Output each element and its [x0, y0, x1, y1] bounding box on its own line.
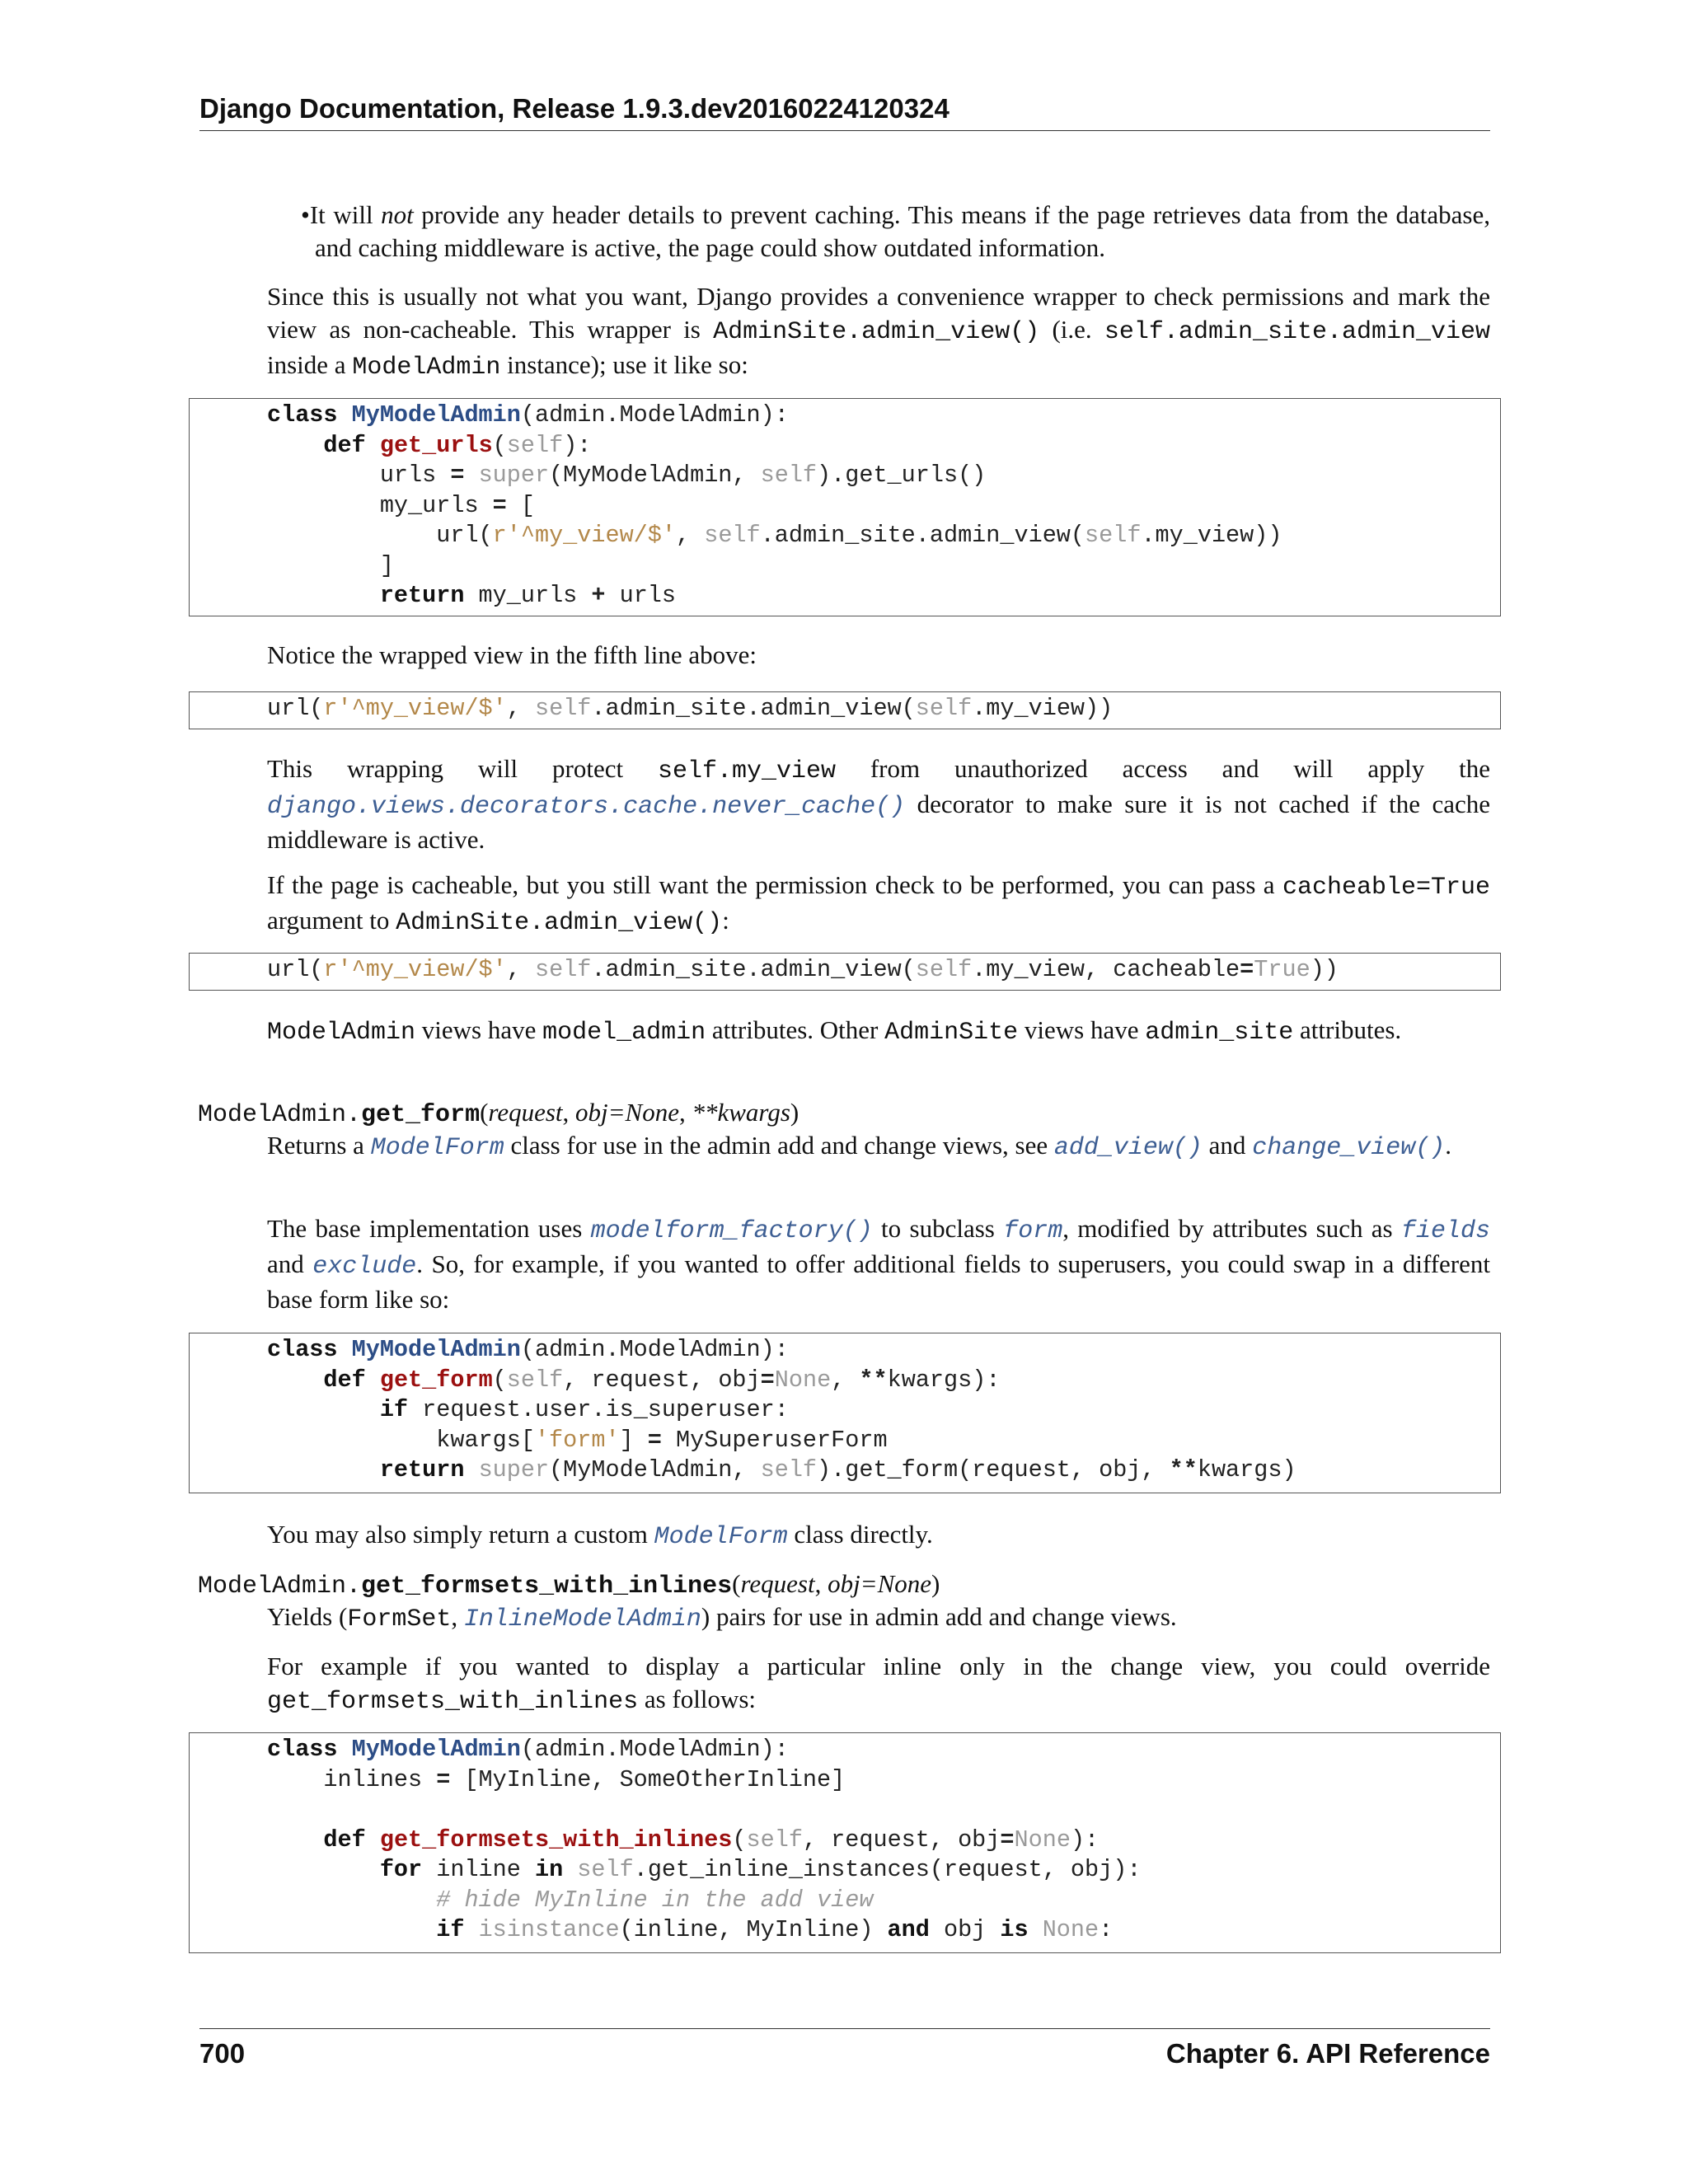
code-line — [267, 1766, 845, 1793]
code-line — [267, 1736, 789, 1763]
method-signature-get-form: ModelAdmin.get_form(request, obj=None, **kwargs) — [198, 1098, 799, 1129]
form-link[interactable]: form — [1003, 1217, 1063, 1245]
fields-link[interactable]: fields — [1400, 1217, 1491, 1245]
code-token: obj — [929, 1916, 1001, 1943]
paragraph-wrapped-view: Notice the wrapped view in the fifth line above: — [267, 640, 757, 669]
code-token — [464, 462, 478, 489]
modelform-link-2[interactable]: ModelForm — [654, 1523, 788, 1551]
code-token: url( — [267, 695, 324, 722]
page-header — [199, 92, 1490, 131]
paragraph-custom-modelform: You may also simply return a custom ModelForm class directly. — [267, 1520, 933, 1551]
code-token: = — [450, 462, 465, 489]
code-token — [366, 1826, 380, 1854]
code-token: ).get_urls() — [817, 462, 987, 489]
paragraph-admin-view-wrapper: Since this is usually not what you want, Django provides a convenience wrapper to check permissions and mark the view as non-cacheable. This wrapper is AdminSite.admin_view() (i.e. self.admin_site.admin_view inside a ModelAdmin instance); use it like so: — [267, 282, 1490, 382]
code-token: return — [379, 1456, 465, 1483]
code-token: self — [746, 1825, 803, 1854]
code-token: # hide MyInline in the add view — [436, 1886, 874, 1914]
code-line — [267, 1396, 789, 1423]
code-line — [267, 956, 1339, 983]
code-line — [267, 552, 394, 579]
code-token: (inline, MyInline) — [619, 1916, 888, 1943]
code-token: MyModelAdmin — [351, 1736, 521, 1763]
method-signature-get-formsets-with-inlines: ModelAdmin.get_formsets_with_inlines(request, obj=None) — [198, 1569, 940, 1601]
code-token: is — [1000, 1916, 1029, 1943]
header-title: Django Documentation, Release 1.9.3.dev20160224120324 — [199, 93, 950, 124]
modelform-factory-link[interactable]: modelform_factory() — [590, 1217, 873, 1245]
code-token: None — [1014, 1825, 1071, 1854]
code-token: inlines — [267, 1765, 437, 1793]
code-token — [267, 1366, 323, 1394]
code-token — [464, 1456, 478, 1483]
code-line — [267, 695, 1113, 722]
code-token: MyModelAdmin — [351, 1336, 521, 1363]
code-token: .get_inline_instances(request, obj): — [633, 1856, 1142, 1883]
code-token: self — [534, 695, 592, 722]
inlinemodeladmin-link[interactable]: InlineModelAdmin — [463, 1605, 701, 1633]
code-line — [267, 1336, 789, 1363]
code-token: .my_view)) — [972, 695, 1114, 722]
code-token: inline — [422, 1856, 535, 1883]
code-token: self — [704, 522, 761, 549]
code-token: ( — [492, 1366, 507, 1394]
page-number: 700 — [199, 2038, 246, 2069]
code-token: if — [379, 1396, 409, 1423]
code-token: , — [506, 695, 535, 722]
footer-chapter: Chapter 6. API Reference — [1165, 2038, 1490, 2069]
code-token — [267, 1826, 323, 1854]
code-token: ] — [267, 551, 394, 579]
code-token: , — [831, 1366, 860, 1394]
code-token: r'^my_view/$' — [323, 956, 507, 983]
code-token: get_form — [379, 1366, 493, 1394]
code-token: (admin.ModelAdmin): — [520, 1736, 789, 1763]
code-line — [267, 1856, 1141, 1883]
code-token: request.user.is_superuser: — [408, 1396, 789, 1423]
code-token — [267, 432, 323, 459]
code-token: if — [436, 1916, 465, 1943]
code-token: self — [506, 1366, 564, 1394]
code-token: = — [647, 1426, 662, 1454]
code-block-url-line — [189, 691, 1501, 729]
code-line — [267, 1366, 1000, 1394]
code-line — [267, 1456, 1296, 1483]
code-token: , request, obj — [802, 1825, 1001, 1854]
code-token: None — [1042, 1916, 1100, 1943]
code-line — [267, 462, 986, 489]
code-token — [267, 1456, 380, 1483]
code-token: kwargs) — [1197, 1456, 1296, 1483]
code-token: get_formsets_with_inlines — [379, 1825, 733, 1854]
bullet-caching-note: •It will not provide any header details to prevent caching. This means if the page retrieves data from the database, and caching middleware is active, the page could show outdated information. — [301, 200, 1490, 262]
code-token: my_urls — [267, 491, 493, 519]
code-token: ).get_form(request, obj, — [817, 1456, 1170, 1483]
code-token: None — [774, 1366, 832, 1394]
code-token: kwargs[ — [267, 1426, 535, 1454]
page-footer — [199, 2028, 1490, 2070]
code-token: = — [1240, 956, 1254, 983]
change-view-link[interactable]: change_view() — [1252, 1134, 1446, 1162]
code-token: 'form' — [534, 1426, 620, 1454]
code-token: super — [478, 462, 550, 489]
code-token: in — [534, 1856, 564, 1883]
code-token: : — [1099, 1916, 1114, 1943]
code-token: [ — [506, 491, 535, 519]
code-token: True — [1254, 956, 1311, 983]
code-token: + — [591, 582, 606, 609]
paragraph-base-implementation: The base implementation uses modelform_factory() to subclass form, modified by attributes such as fields and exclude. So, for example, if you wanted to offer additional fields to superusers, you could swap in a different base form like so: — [267, 1214, 1491, 1314]
code-token: urls — [605, 582, 677, 609]
code-token: (MyModelAdmin, — [549, 462, 761, 489]
code-token: self — [915, 695, 973, 722]
code-block-get-formsets-with-inlines — [189, 1732, 1501, 1953]
code-token: def — [323, 1366, 366, 1394]
code-token: .admin_site.admin_view( — [591, 956, 916, 983]
code-token — [338, 1336, 352, 1363]
code-token — [1029, 1916, 1043, 1943]
never-cache-link[interactable]: django.views.decorators.cache.never_cache() — [267, 793, 906, 821]
code-token: .my_view, cacheable — [972, 956, 1240, 983]
code-line — [267, 1427, 888, 1454]
code-token: url( — [267, 522, 493, 549]
code-token — [267, 1886, 436, 1914]
code-token: url( — [267, 956, 324, 983]
code-block-get-urls — [189, 398, 1501, 616]
code-block-cacheable-url — [189, 953, 1501, 991]
code-line — [267, 401, 789, 429]
code-token: ( — [732, 1825, 747, 1854]
code-line — [267, 1886, 873, 1914]
code-token: .my_view)) — [1141, 522, 1282, 549]
paragraph-override-example: For example if you wanted to display a particular inline only in the change view, you could override get_formsets_with_inlines as follows: — [267, 1652, 1490, 1716]
code-line — [267, 522, 1282, 549]
exclude-link[interactable]: exclude — [312, 1253, 417, 1281]
code-token: self — [760, 462, 818, 489]
code-block-get-form — [189, 1333, 1501, 1493]
code-token: , — [506, 956, 535, 983]
code-token: ** — [1169, 1456, 1198, 1483]
code-token: get_urls — [379, 431, 493, 459]
code-token: self — [1085, 522, 1142, 549]
code-token: MySuperuserForm — [661, 1426, 888, 1454]
modelform-link[interactable]: ModelForm — [370, 1134, 504, 1162]
code-token: self — [760, 1456, 818, 1483]
code-token: return — [379, 582, 465, 609]
code-token: ] — [619, 1426, 648, 1454]
code-token: ( — [492, 431, 507, 459]
code-token: ): — [1070, 1825, 1100, 1854]
code-token: kwargs): — [887, 1366, 1001, 1394]
code-line — [267, 1826, 1099, 1854]
code-line — [267, 1916, 1113, 1943]
code-token: = — [436, 1765, 451, 1793]
code-token: (admin.ModelAdmin): — [520, 401, 789, 429]
code-token: def — [323, 1825, 366, 1854]
code-token: MyModelAdmin — [351, 401, 521, 429]
code-token — [267, 582, 380, 609]
code-token: self — [534, 956, 592, 983]
code-token: , request, obj — [563, 1366, 761, 1394]
code-token — [464, 1916, 478, 1943]
paragraph-wrapping-protect: This wrapping will protect self.my_view from unauthorized access and will apply the django.views.decorators.cache.never_cache() decorator to make sure it is not cached if the cache middleware is active. — [267, 754, 1490, 854]
paragraph-view-attributes: ModelAdmin views have model_admin attributes. Other AdminSite views have admin_site attributes. — [267, 1015, 1402, 1047]
code-token: (MyModelAdmin, — [549, 1456, 761, 1483]
code-line — [267, 432, 591, 459]
code-token: urls — [267, 462, 451, 489]
code-token: self — [577, 1856, 634, 1883]
code-token: isinstance — [478, 1916, 620, 1943]
code-token: super — [478, 1456, 550, 1483]
code-token: = — [492, 491, 507, 519]
code-token: )) — [1310, 956, 1339, 983]
code-token: ** — [859, 1366, 888, 1394]
code-token: my_urls — [464, 582, 592, 609]
paragraph-cacheable: If the page is cacheable, but you still want the permission check to be performed, you can pass a cacheable=True argument to AdminSite.admin_view(): — [267, 870, 1490, 937]
code-token: [MyInline, SomeOtherInline] — [450, 1765, 846, 1793]
code-token: .admin_site.admin_view( — [760, 522, 1085, 549]
code-token: (admin.ModelAdmin): — [520, 1336, 789, 1363]
code-token — [338, 401, 352, 429]
code-token: class — [267, 1736, 338, 1763]
code-token — [366, 432, 380, 459]
code-token: and — [887, 1916, 930, 1943]
code-token: = — [760, 1366, 775, 1394]
code-token: .admin_site.admin_view( — [591, 695, 916, 722]
code-token: class — [267, 401, 338, 429]
code-token: = — [1000, 1825, 1015, 1854]
code-token — [267, 1396, 380, 1423]
code-token: ): — [563, 431, 592, 459]
code-token — [267, 1856, 380, 1883]
paragraph-returns-modelform: Returns a ModelForm class for use in the admin add and change views, see add_view() and change_view(). — [267, 1131, 1451, 1162]
code-token: self — [915, 956, 973, 983]
code-line — [267, 492, 535, 519]
code-token: , — [676, 522, 705, 549]
paragraph-yields: Yields (FormSet, InlineModelAdmin) pairs for use in admin add and change views. — [267, 1602, 1177, 1633]
code-token: for — [379, 1856, 423, 1883]
code-token: self — [506, 431, 564, 459]
code-token — [366, 1366, 380, 1394]
code-token: def — [323, 431, 366, 459]
code-token — [563, 1856, 577, 1883]
bullet-mark: • — [301, 200, 310, 229]
add-view-link[interactable]: add_view() — [1053, 1134, 1203, 1162]
code-token: r'^my_view/$' — [323, 695, 507, 722]
code-token: class — [267, 1336, 338, 1363]
code-token — [267, 1916, 436, 1943]
code-line — [267, 582, 676, 609]
code-token — [338, 1736, 352, 1763]
code-token: r'^my_view/$' — [492, 522, 676, 549]
